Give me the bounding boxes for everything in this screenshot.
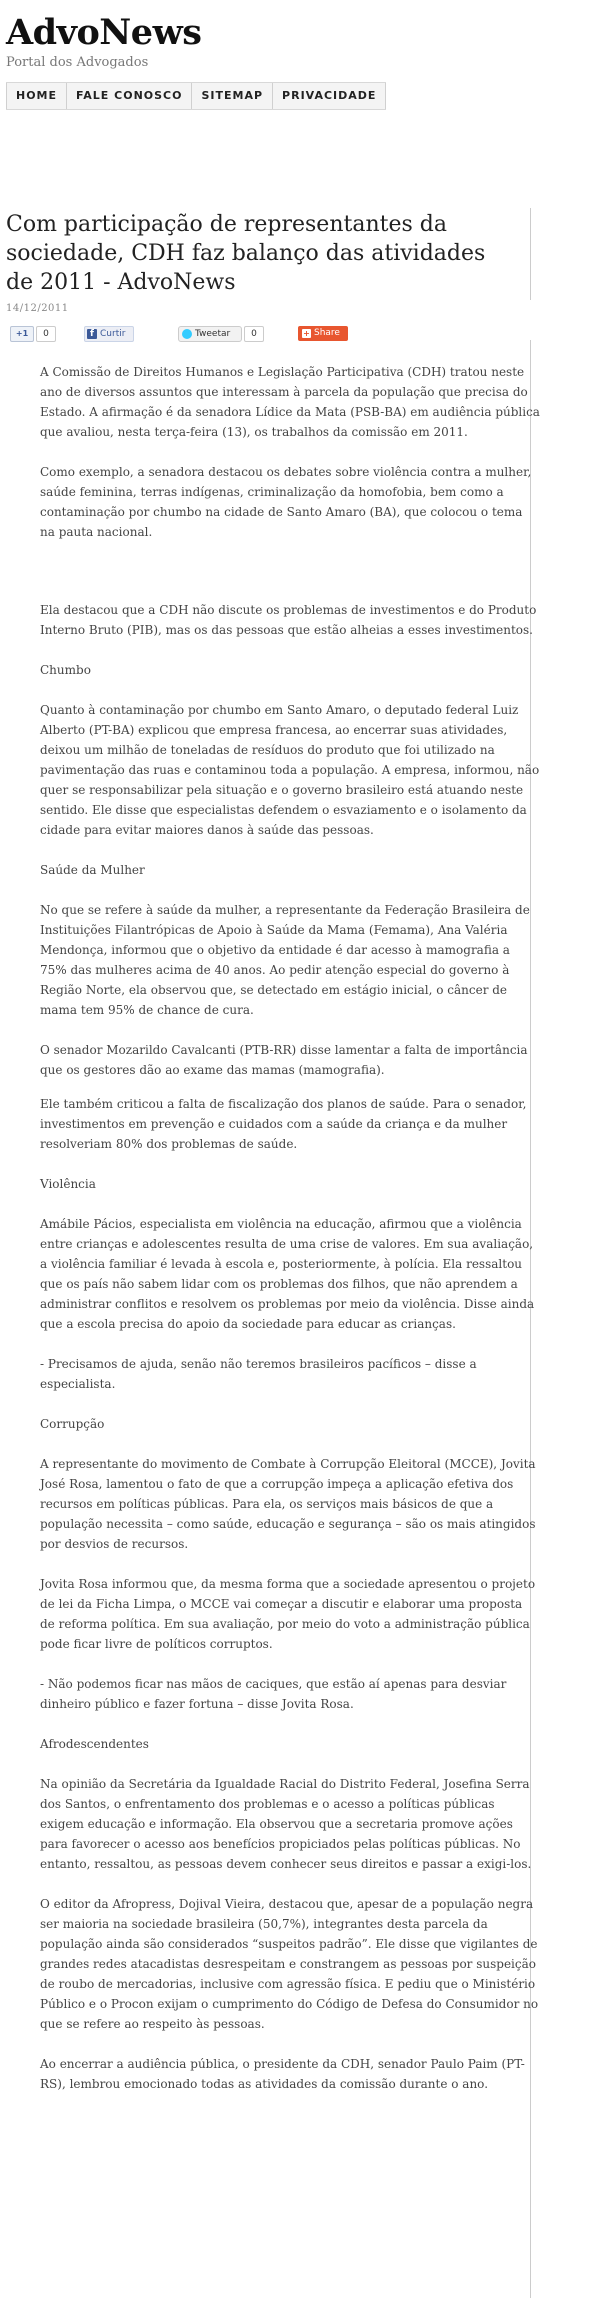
- facebook-icon: f: [87, 329, 97, 339]
- paragraph: A Comissão de Direitos Humanos e Legislação Participativa (CDH) tratou neste ano de diversos assuntos que interessam à parcela da população que precisa do Estado. A afirmação é da senadora Lídice da Mata (PSB-BA) em audiência pública que avaliou, nesta terça-feira (13), os trabalhos da comissão em 2011.: [40, 365, 540, 439]
- paragraph: Quanto à contaminação por chumbo em Santo Amaro, o deputado federal Luiz Alberto (PT-BA) explicou que empresa francesa, ao encerrar suas atividades, deixou um milhão de toneladas de resíduos do produto que foi utilizado na pavimentação das ruas e contaminou toda a população. A empresa, informou, não quer se responsabilizar pela situação e o governo brasileiro está atuando neste sentido. Ele disse que especialistas defendem o esvaziamento e o isolamento da cidade para evitar maiores danos à saúde das pessoas.: [40, 703, 540, 837]
- tweet-button[interactable]: [178, 326, 242, 342]
- site-header: [6, 12, 526, 72]
- title-divider: [530, 208, 531, 300]
- twitter-bird-icon: [182, 329, 192, 339]
- nav-item-home[interactable]: HOME: [6, 83, 67, 109]
- post-date: 14/12/2011: [6, 303, 69, 314]
- gplus-button[interactable]: +1: [10, 326, 34, 342]
- paragraph: O editor da Afropress, Dojival Vieira, destacou que, apesar de a população negra ser maioria na sociedade brasileira (50,7%), integrantes desta parcela da população ainda são considerados “suspeitos padrão”. Ele disse que vigilantes de grandes redes atacadistas desrespeitam e constrangem as pessoas por suspeição de roubo de mercadorias, inclusive com agressão física. E pediu que o Ministério Público e o Procon exijam o cumprimento do Código de Defesa do Consumidor no que se refere ao respeito às pessoas.: [40, 1897, 539, 2031]
- paragraph: Ao encerrar a audiência pública, o presidente da CDH, senador Paulo Paim (PT-RS), lembrou emocionado todas as atividades da comissão durante o ano.: [40, 2057, 525, 2091]
- paragraph: No que se refere à saúde da mulher, a representante da Federação Brasileira de Instituições Filantrópicas de Apoio à Saúde da Mama (Femama), Ana Valéria Mendonça, informou que o objetivo da entidade é dar acesso à mamografia a 75% das mulheres acima de 40 anos. Ao pedir atenção especial do governo à Região Norte, ela observou que, se detectado em estágio inicial, o câncer de mama tem 95% de chance de cura.: [40, 903, 530, 1017]
- nav-item-privacidade[interactable]: PRIVACIDADE: [273, 83, 386, 109]
- section-heading-corrupcao: Corrupção: [40, 1417, 105, 1431]
- section-heading-violencia: Violência: [40, 1177, 96, 1191]
- paragraph: Ela destacou que a CDH não discute os problemas de investimentos e do Produto Interno Bruto (PIB), mas os das pessoas que estão alheias a esses investimentos.: [40, 603, 537, 637]
- section-heading-saude: Saúde da Mulher: [40, 863, 145, 877]
- main-nav: [6, 82, 386, 110]
- article-body: [40, 362, 540, 2094]
- paragraph: Amábile Pácios, especialista em violência na educação, afirmou que a violência entre crianças e adolescentes resulta de uma crise de valores. Em sua avaliação, a violência familiar é levada à escola e, posteriormente, à polícia. Ela ressaltou que os país não sabem lidar com os problemas dos filhos, que não aprendem a administrar conflitos e resolvem os problemas por meio da violência. Disse ainda que a escola precisa do apoio da sociedade para educar as crianças.: [40, 1217, 535, 1331]
- nav-item-sitemap[interactable]: SITEMAP: [192, 83, 273, 109]
- section-heading-afrodescendentes: Afrodescendentes: [40, 1737, 149, 1751]
- share-plus-icon: +: [303, 329, 310, 338]
- nav-item-fale-conosco[interactable]: FALE CONOSCO: [67, 83, 192, 109]
- paragraph: - Não podemos ficar nas mãos de caciques, que estão aí apenas para desviar dinheiro público e fazer fortuna – disse Jovita Rosa.: [40, 1677, 507, 1711]
- paragraph: - Precisamos de ajuda, senão não teremos brasileiros pacíficos – disse a especialista.: [40, 1357, 477, 1391]
- paragraph: Jovita Rosa informou que, da mesma forma que a sociedade apresentou o projeto de lei da Ficha Limpa, o MCCE vai começar a discutir e elaborar uma proposta de reforma política. Em sua avaliação, por meio do voto a administração pública pode ficar livre de políticos corruptos.: [40, 1577, 536, 1651]
- share-label: Share: [314, 328, 340, 338]
- site-tagline: Portal dos Advogados: [6, 55, 149, 70]
- tweet-count: 0: [244, 326, 264, 342]
- gplus-count: 0: [36, 326, 56, 342]
- section-heading-chumbo: Chumbo: [40, 663, 91, 677]
- facebook-like-button[interactable]: [84, 326, 134, 342]
- site-title[interactable]: AdvoNews: [6, 12, 202, 53]
- post-title[interactable]: Com participação de representantes da sociedade, CDH faz balanço das atividades de 2011 - AdvoNews: [6, 212, 486, 295]
- tweet-label: Tweetar: [195, 329, 231, 339]
- share-bar: [6, 324, 346, 344]
- facebook-like-label: Curtir: [100, 329, 126, 339]
- paragraph: Na opinião da Secretária da Igualdade Racial do Distrito Federal, Josefina Serra dos Santos, o enfrentamento dos problemas e o acesso a políticas públicas exigem educação e informação. Ela observou que a secretaria promove ações para favorecer o acesso aos benefícios propiciados pelas políticas públicas. No entanto, ressaltou, as pessoas devem conhecer seus direitos e passar a exigi-los.: [40, 1777, 532, 1871]
- paragraph: A representante do movimento de Combate à Corrupção Eleitoral (MCCE), Jovita José Rosa, lamentou o fato de que a corrupção impeça a aplicação efetiva dos recursos em políticas públicas. Para ela, os serviços mais básicos de que a população necessita – como saúde, educação e segurança – são os mais atingidos por desvios de recursos.: [40, 1457, 536, 1551]
- paragraph: O senador Mozarildo Cavalcanti (PTB-RR) disse lamentar a falta de importância que os gestores dão ao exame das mamas (mamografia).: [40, 1043, 528, 1077]
- share-button[interactable]: [298, 326, 348, 341]
- paragraph: Ele também criticou a falta de fiscalização dos planos de saúde. Para o senador, investimentos em prevenção e cuidados com a saúde da criança e da mulher resolveriam 80% dos problemas de saúde.: [40, 1097, 527, 1151]
- paragraph: Como exemplo, a senadora destacou os debates sobre violência contra a mulher, saúde feminina, terras indígenas, criminalização da homofobia, bem como a contaminação por chumbo na cidade de Santo Amaro (BA), que colocou o tema na pauta nacional.: [40, 465, 532, 539]
